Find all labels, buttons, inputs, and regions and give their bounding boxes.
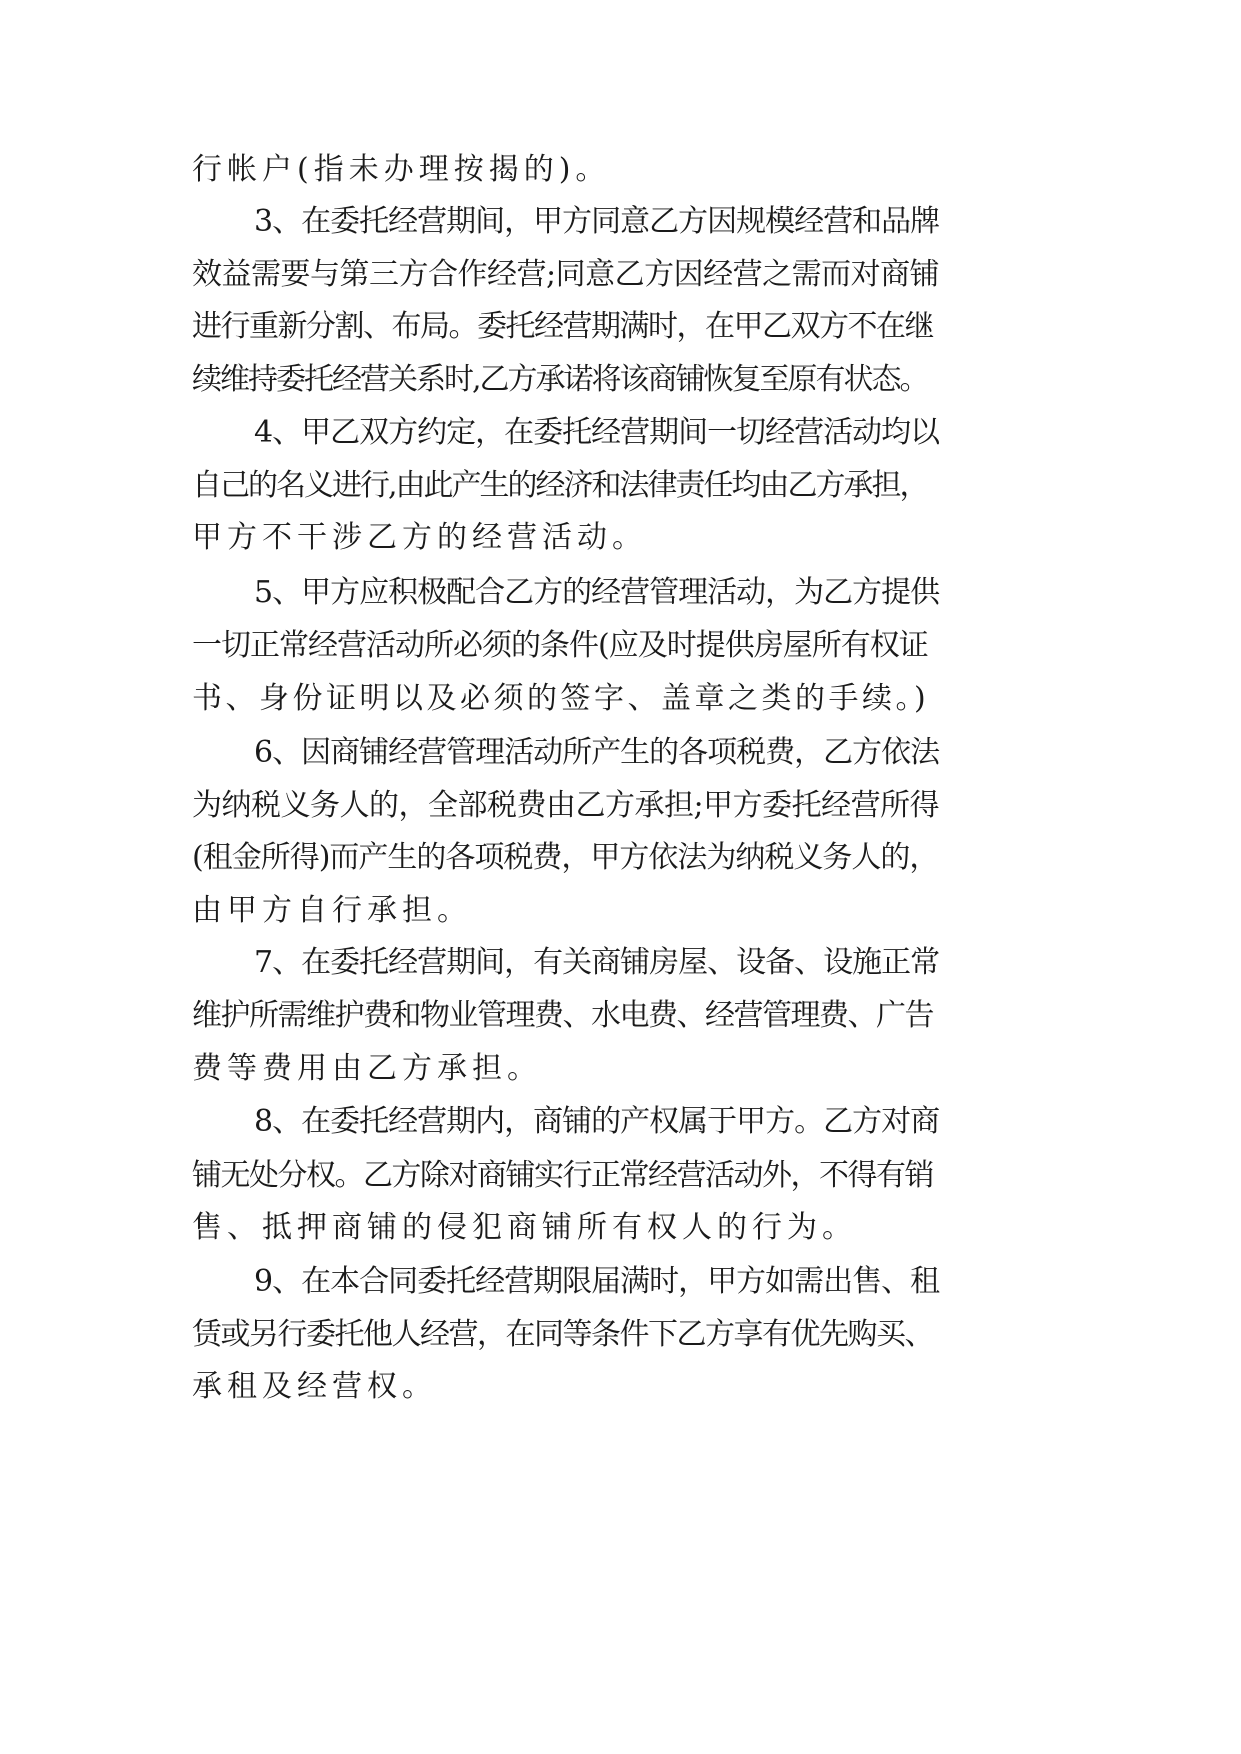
text-line: 一切正常经营活动所必须的条件(应及时提供房屋所有权证 (192, 628, 928, 663)
text-line: 铺无处分权。乙方除对商铺实行正常经营活动外，不得有销 (192, 1158, 933, 1193)
clause-8-line: 8、在委托经营期内，商铺的产权属于甲方。乙方对商 (254, 1104, 940, 1139)
text-line: 费等费用由乙方承担。 (192, 1051, 542, 1086)
clause-3-line: 3、在委托经营期间，甲方同意乙方因规模经营和品牌 (254, 204, 940, 239)
clause-9-line: 9、在本合同委托经营期限届满时，甲方如需出售、租 (254, 1264, 940, 1299)
text-line: 行帐户(指未办理按揭的)。 (192, 152, 611, 187)
text-line: 承租及经营权。 (192, 1369, 437, 1404)
clause-6-line: 6、因商铺经营管理活动所产生的各项税费，乙方依法 (254, 735, 940, 770)
text-line: 由甲方自行承担。 (192, 893, 472, 928)
text-line: 续维持委托经营关系时,乙方承诺将该商铺恢复至原有状态。 (192, 362, 928, 397)
text-line: 维护所需维护费和物业管理费、水电费、经营管理费、广告 (192, 998, 933, 1033)
text-line: 自己的名义进行,由此产生的经济和法律责任均由乙方承担， (192, 468, 928, 503)
text-line: 效益需要与第三方合作经营;同意乙方因经营之需而对商铺 (192, 257, 940, 292)
text-line: (租金所得)而产生的各项税费，甲方依法为纳税义务人的， (192, 840, 939, 875)
text-line: 进行重新分割、布局。委托经营期满时，在甲乙双方不在继 (192, 309, 933, 344)
text-line: 为纳税义务人的，全部税费由乙方承担;甲方委托经营所得 (192, 788, 940, 823)
text-line: 甲方不干涉乙方的经营活动。 (192, 520, 647, 555)
clause-5-line: 5、甲方应积极配合乙方的经营管理活动，为乙方提供 (254, 575, 940, 610)
text-line: 赁或另行委托他人经营，在同等条件下乙方享有优先购买、 (192, 1317, 933, 1352)
clause-4-line: 4、甲乙双方约定，在委托经营期间一切经营活动均以 (254, 415, 940, 450)
text-line: 售、抵押商铺的侵犯商铺所有权人的行为。 (192, 1210, 857, 1245)
text-line: 书、身份证明以及必须的签字、盖章之类的手续。) (192, 681, 930, 716)
clause-7-line: 7、在委托经营期间，有关商铺房屋、设备、设施正常 (254, 945, 940, 980)
